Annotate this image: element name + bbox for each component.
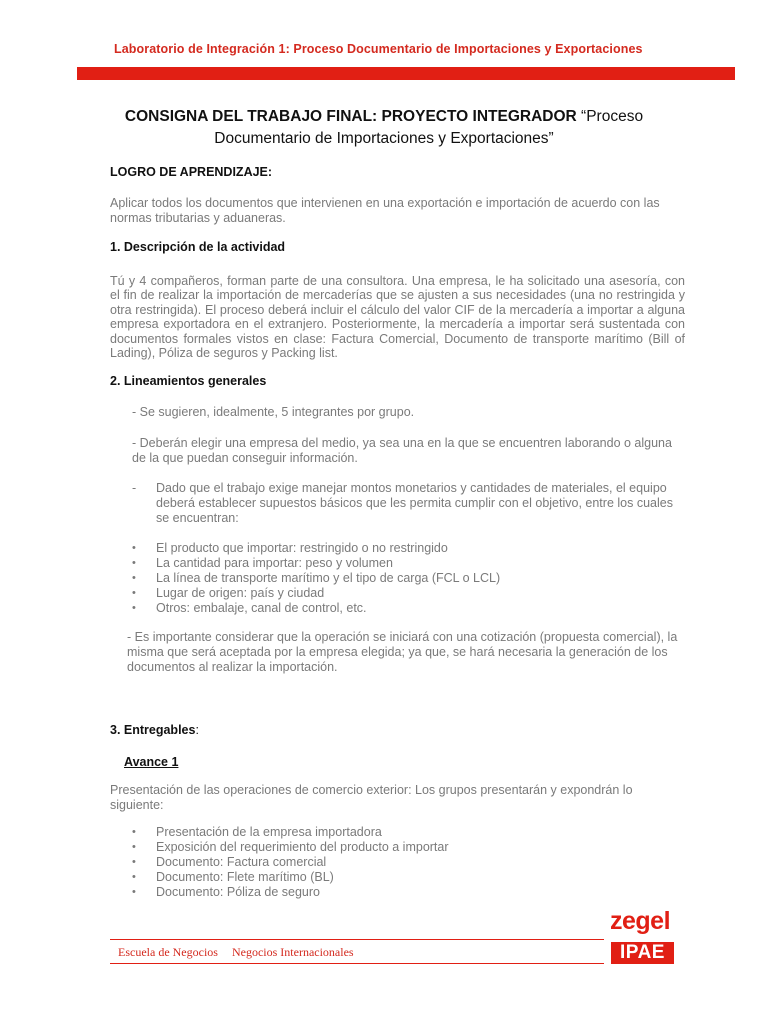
avance-intro: Presentación de las operaciones de comercio exterior: Los grupos presentarán y expondrán lo siguiente: — [110, 783, 633, 813]
section2-heading: 2. Lineamientos generales — [110, 374, 267, 388]
list-item: • Documento: Póliza de seguro — [110, 885, 670, 900]
footer-program: Negocios Internacionales — [231, 945, 354, 959]
supuestos-list — [110, 541, 670, 616]
title-bold: CONSIGNA DEL TRABAJO FINAL: PROYECTO INTEGRADOR — [124, 108, 577, 125]
footer-divider-top — [110, 939, 604, 940]
list-item: • Documento: Flete marítimo (BL) — [110, 870, 670, 885]
footer-text — [118, 945, 368, 960]
logro-heading: LOGRO DE APRENDIZAJE: — [110, 165, 273, 179]
section3-heading-colon: : — [195, 723, 199, 737]
list-item: • El producto que importar: restringido o no restringido — [110, 541, 670, 556]
title-normal: “Proceso Documentario de Importaciones y Exportaciones” — [214, 108, 644, 147]
entregables-list — [110, 825, 670, 900]
footer-school: Escuela de Negocios — [118, 945, 218, 959]
section3-heading — [110, 723, 199, 737]
footer-divider-bottom — [110, 963, 604, 964]
list-item: • Documento: Factura comercial — [110, 855, 670, 870]
header-bar — [77, 67, 735, 80]
ipae-logo: IPAE — [611, 942, 674, 964]
lineamiento-1: - Se sugieren, idealmente, 5 integrantes por grupo. — [132, 405, 415, 419]
lineamiento-3-dash: - — [132, 481, 137, 495]
list-item: • La cantidad para importar: peso y volumen — [110, 556, 670, 571]
avance-heading: Avance 1 — [124, 755, 179, 769]
list-item: • Presentación de la empresa importadora — [110, 825, 670, 840]
list-item: • Exposición del requerimiento del producto a importar — [110, 840, 670, 855]
section3-heading-text: 3. Entregables — [110, 723, 196, 737]
list-item: • La línea de transporte marítimo y el tipo de carga (FCL o LCL) — [110, 571, 670, 586]
lineamiento-3: Dado que el trabajo exige manejar montos monetarios y cantidades de materiales, el equipo deberá establecer supuestos básicos que les permita cumplir con el objetivo, entre los cuales se encuentran: — [156, 481, 673, 526]
logro-text: Aplicar todos los documentos que intervienen en una exportación e importación de acuerdo con las normas tributarias y aduaneras. — [110, 196, 660, 226]
list-item: • Otros: embalaje, canal de control, etc. — [110, 601, 670, 616]
lineamiento-4: - Es importante considerar que la operación se iniciará con una cotización (propuesta comercial), la misma que será aceptada por la empresa elegida; ya que, se hará necesaria la generación de los documentos al realizar la importación. — [127, 630, 678, 674]
zegel-logo: zegel — [610, 907, 671, 935]
document-title — [110, 106, 658, 150]
header-title: Laboratorio de Integración 1: Proceso Documentario de Importaciones y Exportaciones — [114, 42, 643, 56]
list-item: • Lugar de origen: país y ciudad — [110, 586, 670, 601]
section1-heading: 1. Descripción de la actividad — [110, 240, 286, 254]
lineamiento-2: - Deberán elegir una empresa del medio, ya sea una en la que se encuentren laborando o alguna de la que puedan conseguir información. — [132, 436, 672, 466]
section1-text: Tú y 4 compañeros, forman parte de una consultora. Una empresa, le ha solicitado una asesoría, con el fin de realizar la importación de mercaderías que se ajusten a sus necesidades (una no restringida y otra restringida). El proceso deberá incluir el cálculo del valor CIF de la mercadería a importar a alguna empresa exportadora en el extranjero. Posteriormente, la mercadería a importar será sustentada con documentos formales vistos en clase: Factura Comercial, Documento de transporte marítimo (Bill of Lading), Póliza de seguros y Packing list. — [110, 274, 685, 361]
